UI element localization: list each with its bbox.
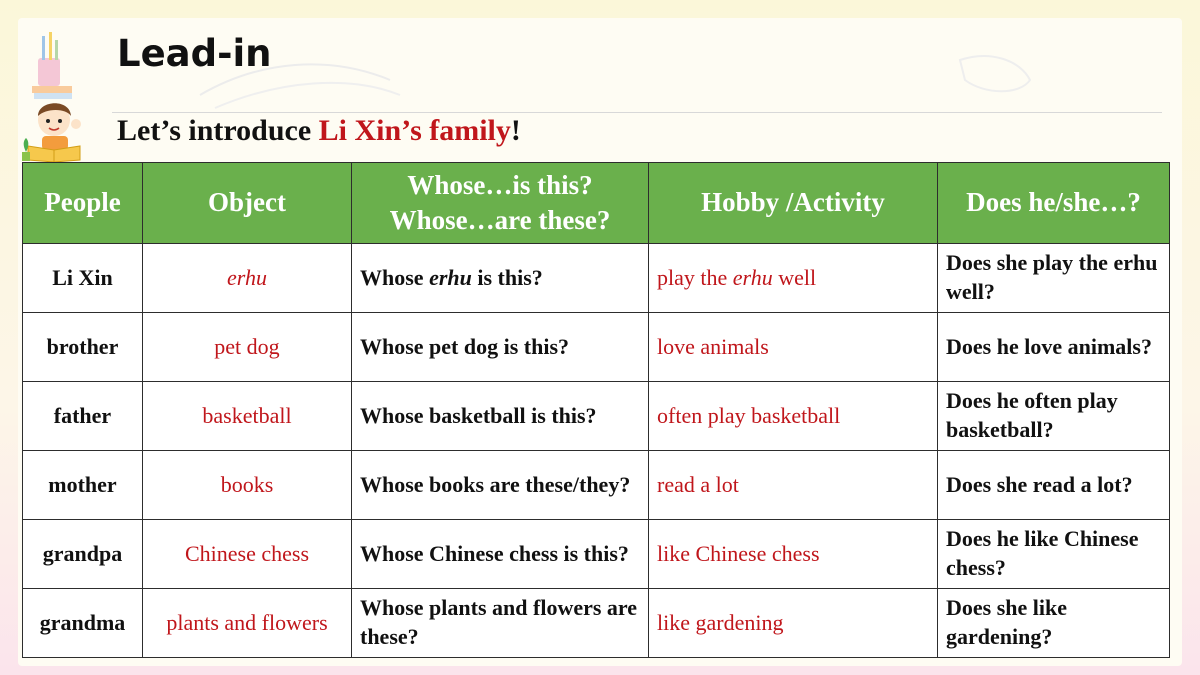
- hobby-italic: erhu: [732, 264, 773, 290]
- cell-object: plants and flowers: [143, 589, 352, 658]
- cell-object: erhu: [143, 244, 352, 313]
- cell-person: grandpa: [23, 520, 143, 589]
- boy-reading-book-icon: [20, 28, 92, 162]
- table-row: [23, 382, 1170, 451]
- column-header-hobby: Hobby /Activity: [649, 163, 938, 244]
- cell-question: [352, 244, 649, 313]
- subtitle-text-start: Let’s introduce: [117, 114, 319, 147]
- column-header-whose-line2: Whose…are these?: [389, 205, 611, 235]
- cell-does-question: Does she read a lot?: [938, 451, 1170, 520]
- table-row: [23, 589, 1170, 658]
- cell-hobby: love animals: [649, 313, 938, 382]
- cell-does-question: Does he like Chinese chess?: [938, 520, 1170, 589]
- column-header-people: People: [23, 163, 143, 244]
- subtitle-text-end: !: [510, 114, 521, 147]
- page-subtitle: [117, 114, 521, 148]
- cell-object: pet dog: [143, 313, 352, 382]
- hobby-text: play the: [657, 264, 733, 290]
- question-text: Whose: [360, 264, 430, 290]
- column-header-object: Object: [143, 163, 352, 244]
- cell-does-question: Does she like gardening?: [938, 589, 1170, 658]
- cell-hobby: [649, 244, 938, 313]
- column-header-whose-line1: Whose…is this?: [407, 169, 593, 200]
- table-row: [23, 451, 1170, 520]
- question-italic: erhu: [429, 264, 472, 290]
- cell-person: brother: [23, 313, 143, 382]
- title-divider: [112, 112, 1162, 113]
- cell-question: Whose Chinese chess is this?: [352, 520, 649, 589]
- table-header-row: [23, 163, 1170, 244]
- cell-hobby: read a lot: [649, 451, 938, 520]
- cell-does-question: Does she play the erhu well?: [938, 244, 1170, 313]
- table-row: [23, 313, 1170, 382]
- column-header-whose: [352, 163, 649, 244]
- cell-does-question: Does he often play basketball?: [938, 382, 1170, 451]
- cell-hobby: like Chinese chess: [649, 520, 938, 589]
- page-title: Lead-in: [117, 32, 272, 75]
- question-text-end: is this?: [471, 264, 543, 290]
- cell-object: books: [143, 451, 352, 520]
- column-header-does: Does he/she…?: [938, 163, 1170, 244]
- cell-person: grandma: [23, 589, 143, 658]
- cell-question: Whose plants and flowers are these?: [352, 589, 649, 658]
- cell-person: Li Xin: [23, 244, 143, 313]
- cell-person: mother: [23, 451, 143, 520]
- cell-question: Whose pet dog is this?: [352, 313, 649, 382]
- family-table: [22, 162, 1170, 658]
- cell-hobby: like gardening: [649, 589, 938, 658]
- cell-does-question: Does he love animals?: [938, 313, 1170, 382]
- cell-hobby: often play basketball: [649, 382, 938, 451]
- cell-question: Whose books are these/they?: [352, 451, 649, 520]
- cell-object: Chinese chess: [143, 520, 352, 589]
- cell-question: Whose basketball is this?: [352, 382, 649, 451]
- cell-person: father: [23, 382, 143, 451]
- table-row: [23, 520, 1170, 589]
- subtitle-highlight: Li Xin’s family: [318, 114, 511, 147]
- cell-object: basketball: [143, 382, 352, 451]
- table-row: [23, 244, 1170, 313]
- hobby-text-end: well: [772, 264, 817, 290]
